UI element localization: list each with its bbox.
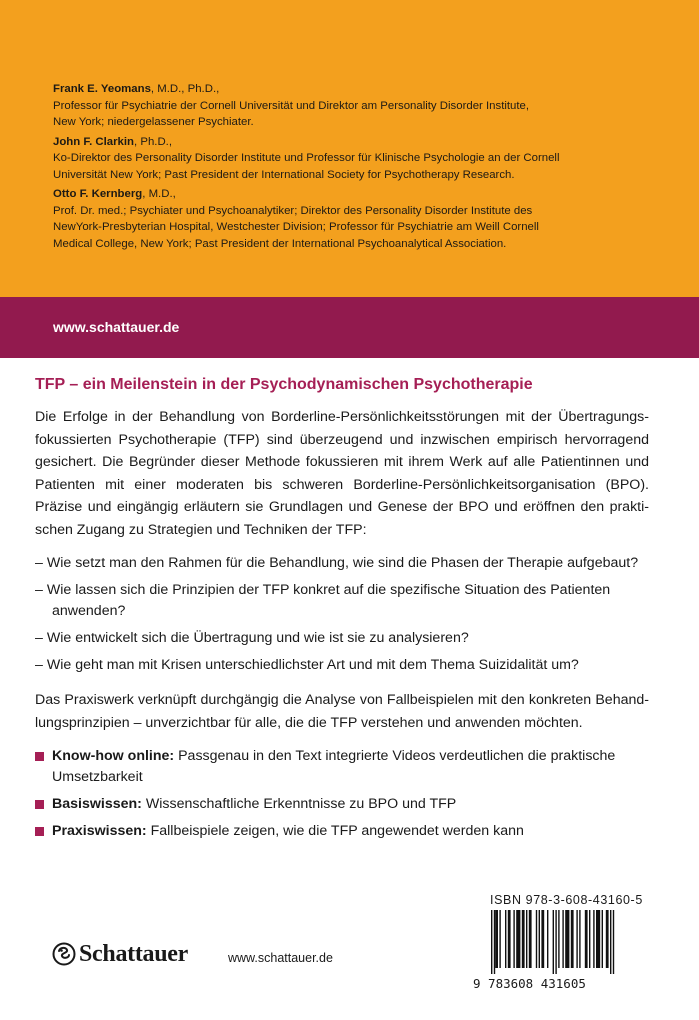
barcode-bar: [505, 910, 506, 968]
feature-list: [35, 746, 649, 842]
square-bullet-icon: [35, 752, 44, 761]
publisher-name: Schattauer: [79, 940, 188, 967]
author-name: John F. Clarkin: [53, 135, 135, 148]
barcode-bar: [613, 910, 614, 974]
feature-label: Praxiswissen:: [52, 823, 147, 839]
barcode-bar: [558, 910, 559, 968]
author-name: Frank E. Yeomans: [53, 83, 151, 95]
barcode-bar: [494, 910, 495, 974]
barcode-bar: [610, 910, 611, 974]
barcode-bar: [541, 910, 544, 968]
barcode-bar: [565, 910, 569, 968]
barcode-bar: [522, 910, 525, 968]
feature-item: [35, 794, 649, 815]
barcode-bar: [536, 910, 537, 968]
barcode-bar: [589, 910, 590, 968]
barcode-bar: [491, 910, 492, 974]
feature-text: Wissenschaftliche Erkenntnisse zu BPO und TFP: [141, 796, 457, 812]
barcode-bar: [562, 910, 563, 968]
publisher-logo: [52, 940, 188, 968]
summary-paragraph: Das Praxiswerk verknüpft durchgängig die Analyse von Fallbeispielen mit den konkreten Behandlungsprinzipien – unverzichtbar für alle, die die TFP verstehen und anwenden möchten.: [35, 692, 649, 731]
question-item: – Wie entwickelt sich die Übertragung und wie ist sie zu analysieren?: [35, 630, 469, 646]
author-bio-line: NewYork-Presbyterian Hospital, Westchester Division; Professor für Psychiatrie am Weill Cornell: [53, 221, 539, 233]
isbn-number: ISBN 978-3-608-43160-5: [490, 893, 643, 907]
barcode-bars: [473, 910, 653, 974]
footer-website-link[interactable]: www.schattauer.de: [228, 951, 333, 965]
barcode-bar: [585, 910, 588, 968]
feature-text: Passgenau in den Text integrierte Videos verdeutlichen die praktische Umsetzbarkeit: [52, 748, 616, 785]
barcode-bar: [579, 910, 580, 968]
barcode-bar: [553, 910, 554, 974]
square-bullet-icon: [35, 800, 44, 809]
barcode-bar: [529, 910, 532, 968]
barcode-bar: [513, 910, 514, 968]
barcode-bar: [593, 910, 594, 968]
author-degrees: , M.D., Ph.D.,: [150, 83, 220, 95]
barcode-bar: [596, 910, 600, 968]
author-panel: [0, 0, 699, 297]
author-bio-line: Prof. Dr. med.; Psychiater und Psychoanalytiker; Direktor des Personality Disorder Institute des: [53, 204, 533, 217]
feature-item: [35, 746, 649, 788]
barcode-bar: [495, 910, 498, 968]
barcode-bar: [516, 910, 520, 968]
author-degrees: , M.D.,: [142, 188, 176, 200]
author-bio-line: Medical College, New York; Past President der International Psychoanalytical Association.: [53, 237, 507, 250]
barcode-bar: [526, 910, 527, 968]
author-bio-line: Professor für Psychiatrie der Cornell Universität und Direktor am Personality Disorder Institute,: [53, 99, 530, 112]
barcode-bar: [499, 910, 500, 968]
barcode-bar: [576, 910, 577, 968]
feature-item: [35, 821, 649, 842]
barcode-bar: [539, 910, 540, 968]
author-heading: [53, 186, 653, 203]
author-heading: [53, 134, 653, 151]
author-list: [53, 81, 653, 255]
barcode-digits: 9 783608 431605: [473, 976, 586, 991]
author-bio-line: Ko-Direktor des Personality Disorder Institute und Professor für Klinische Psychologie an der Cornell: [53, 152, 560, 164]
author-entry: [53, 81, 653, 131]
author-degrees: , Ph.D.,: [134, 135, 172, 148]
intro-paragraph: Die Erfolge in der Behandlung von Borderline-Persönlichkeitsstörungen mit der Übertragungsfokussierten Psychotherapie (TFP) sind überzeugend und inzwischen empirisch hervorragend gesichert. Die Begründer dieser Methode fokussieren mit ihrem Werk auf alle Patientinnen und Patienten mit einer moderaten bis schweren Borderline-Persönlichkeitsorganisation (BPO). Präzise und eingängig erläutern sie Grundlagen und Genese der BPO und eröffnen den praktischen Zugang zu Strategien und Techniken der TFP:: [35, 409, 649, 538]
author-bio-line: New York; niedergelassener Psychiater.: [53, 116, 254, 128]
feature-label: Basiswissen:: [52, 796, 142, 812]
headline: TFP – ein Meilenstein in der Psychodynamischen Psychotherapie: [35, 376, 533, 393]
barcode-bar: [606, 910, 609, 968]
question-item: – Wie lassen sich die Prinzipien der TFP konkret auf die spezifische Situation des Patienten anwenden?: [35, 582, 611, 619]
website-link[interactable]: www.schattauer.de: [53, 319, 180, 335]
feature-label: Know-how online:: [52, 748, 175, 764]
website-band: [0, 297, 699, 358]
barcode-bar: [602, 910, 603, 968]
feature-text: Fallbeispiele zeigen, wie die TFP angewendet werden kann: [146, 823, 524, 839]
schattauer-logo-icon: [52, 942, 76, 966]
question-item: – Wie geht man mit Krisen unterschiedlichster Art und mit dem Thema Suizidalität um?: [35, 657, 579, 673]
blurb: [35, 374, 649, 848]
barcode-bar: [555, 910, 556, 974]
barcode-bar: [571, 910, 574, 968]
author-entry: [53, 134, 653, 184]
question-item: – Wie setzt man den Rahmen für die Behandlung, wie sind die Phasen der Therapie aufgebaut?: [35, 555, 639, 571]
author-heading: [53, 81, 653, 98]
author-entry: [53, 186, 653, 252]
author-bio-line: Universität New York; Past President der International Society for Psychotherapy Research.: [53, 168, 515, 181]
question-list: [35, 553, 649, 676]
square-bullet-icon: [35, 827, 44, 836]
barcode-bar: [547, 910, 548, 968]
barcode-bar: [508, 910, 511, 968]
author-name: Otto F. Kernberg: [53, 188, 143, 200]
